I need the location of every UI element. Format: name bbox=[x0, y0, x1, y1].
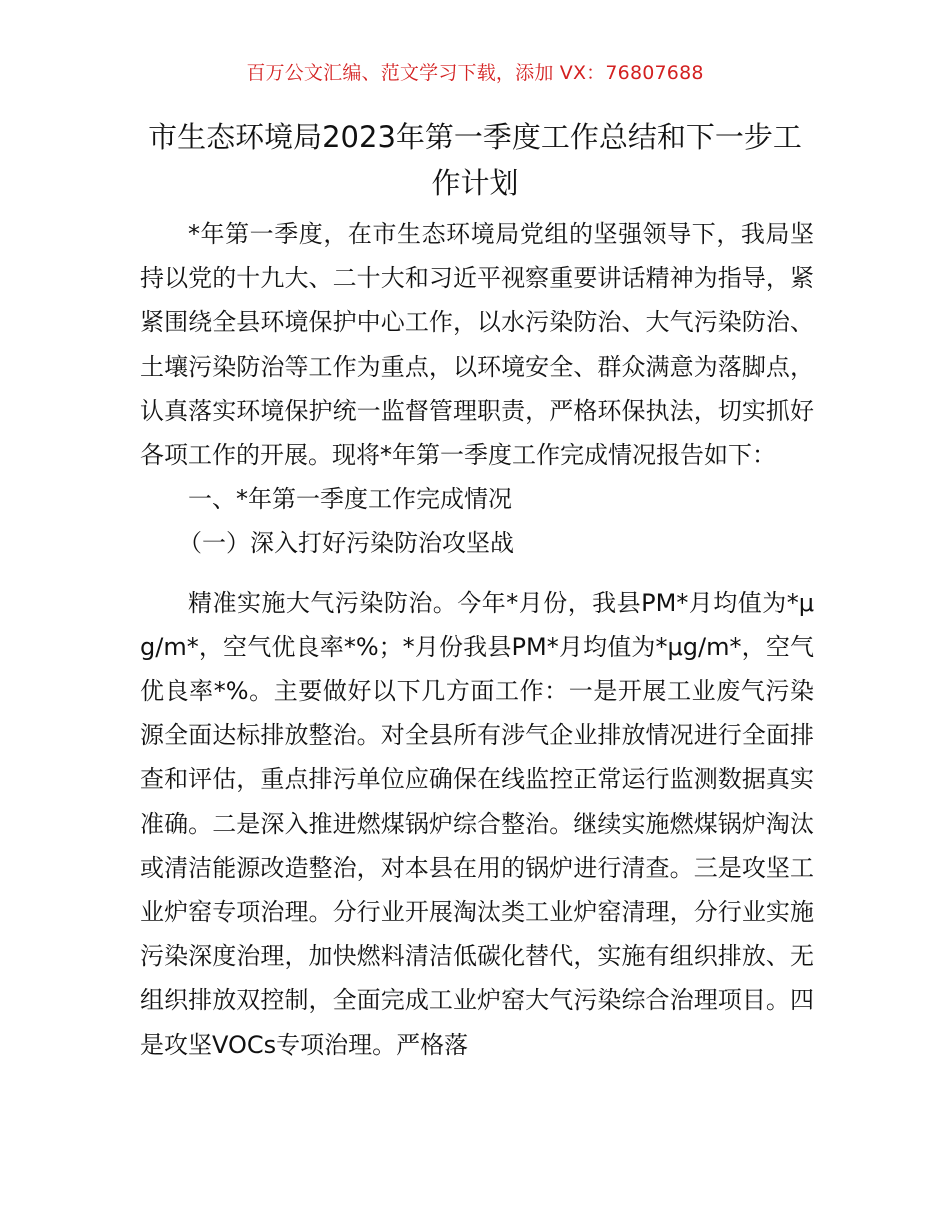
section-heading: 一、*年第一季度工作完成情况 bbox=[188, 485, 512, 514]
subsection-heading: （一）深入打好污染防治攻坚战 bbox=[178, 529, 514, 558]
body-paragraph: 精准实施大气污染防治。今年*月份，我县PM*月均值为*μg/m*，空气优良率*%；*月份我县PM*月均值为*μg/m*，空气优良率*%。主要做好以下几方面工作：一是开展工业废气污染源全面达标排放整治。对全县所有涉气企业排放情况进行全面排查和评估，重点排污单位应确保在线监控正常运行监测数据真实准确。二是深入推进燃煤锅炉综合整治。继续实施燃煤锅炉淘汰或清洁能源改造整治，对本县在用的锅炉进行清查。三是攻坚工业炉窑专项治理。分行业开展淘汰类工业炉窑清理，分行业实施污染深度治理，加快燃料清洁低碳化替代，实施有组织排放、无组织排放双控制，全面完成工业炉窑大气污染综合治理项目。四是攻坚VOCs专项治理。严格落 bbox=[140, 588, 814, 1059]
document-title: 市生态环境局2023年第一季度工作总结和下一步工作计划 bbox=[148, 120, 802, 200]
watermark-header: 百万公文汇编、范文学习下载，添加 VX：76807688 bbox=[246, 62, 704, 84]
document-body bbox=[140, 212, 814, 1067]
intro-paragraph: *年第一季度，在市生态环境局党组的坚强领导下，我局坚持以党的十九大、二十大和习近平视察重要讲话精神为指导，紧紧围绕全县环境保护中心工作，以水污染防治、大气污染防治、土壤污染防治等工作为重点，以环境安全、群众满意为落脚点，认真落实环境保护统一监督管理职责，严格环保执法，切实抓好各项工作的开展。现将*年第一季度工作完成情况报告如下： bbox=[140, 220, 814, 470]
